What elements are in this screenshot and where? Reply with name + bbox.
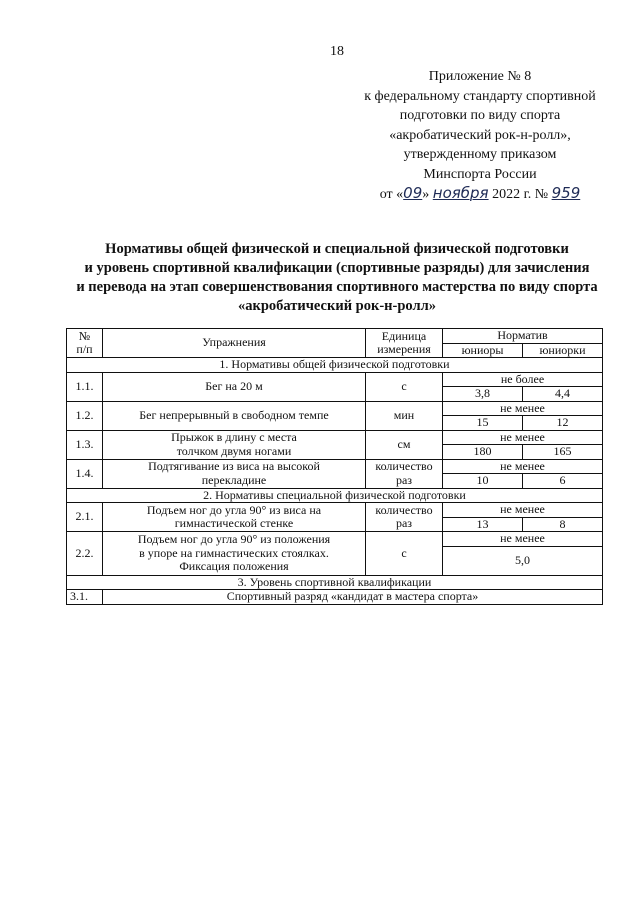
table-row: 15 12 <box>67 416 603 431</box>
handwritten-day: 09 <box>403 184 423 202</box>
header-exercise: Упражнения <box>103 329 366 358</box>
order-date-line: от «09» ноября 2022 г. № 959 <box>379 184 581 202</box>
section-row: 1. Нормативы общей физической подготовки <box>67 358 603 373</box>
table-row: 3,8 4,4 <box>67 387 603 402</box>
header-unit: Единица измерения <box>366 329 443 358</box>
header-junior-girls: юниорки <box>523 343 603 358</box>
table-header-row <box>67 329 603 344</box>
handwritten-order-number: 959 <box>551 184 581 202</box>
header-num: № п/п <box>67 329 103 358</box>
table-row: 1.3. Прыжок в длину с места толчком двумя ногами см не менее <box>67 430 603 445</box>
appendix-line: Минспорта России <box>423 166 537 182</box>
appendix-line: утвержденному приказом <box>403 147 557 162</box>
appendix-line: подготовки по виду спорта <box>399 108 561 123</box>
table-row: 5,0 <box>67 546 603 575</box>
norms-table <box>66 328 603 605</box>
section-row: 3. Уровень спортивной квалификации <box>67 575 603 590</box>
table-row: 3.1. Спортивный разряд «кандидат в мастера спорта» <box>67 590 603 605</box>
table-row: 10 6 <box>67 474 603 489</box>
document-title: Нормативы общей физической и специальной физической подготовки и уровень спортивной квалификации (спортивные разряды) для зачисления и перевода на этап совершенствования спортивного мастерства по виду спорта «акробатический рок-н-ролл» <box>76 241 598 314</box>
page-number: 18 <box>330 44 344 59</box>
table-row: 13 8 <box>67 517 603 532</box>
appendix-title: Приложение № 8 <box>428 69 532 84</box>
handwritten-month: ноября <box>432 184 489 202</box>
appendix-block <box>330 67 630 205</box>
appendix-line: к федеральному стандарту спортивной <box>364 88 596 104</box>
table-row: 2.2. Подъем ног до угла 90° из положения в упоре на гимнастических стоялках. Фиксация положения с не менее <box>67 532 603 547</box>
table-row: 180 165 <box>67 445 603 460</box>
table-row: 1.1. Бег на 20 м с не более <box>67 372 603 387</box>
section-row: 2. Нормативы специальной физической подготовки <box>67 488 603 503</box>
header-norm: Норматив <box>443 329 603 344</box>
table-row: 1.4. Подтягивание из виса на высокой перекладине количество раз не менее <box>67 459 603 474</box>
table-row: 1.2. Бег непрерывный в свободном темпе мин не менее <box>67 401 603 416</box>
appendix-line: «акробатический рок-н-ролл», <box>389 127 571 143</box>
header-juniors: юниоры <box>443 343 523 358</box>
table-row: 2.1. Подъем ног до угла 90° из виса на гимнастической стенке количество раз не менее <box>67 503 603 518</box>
